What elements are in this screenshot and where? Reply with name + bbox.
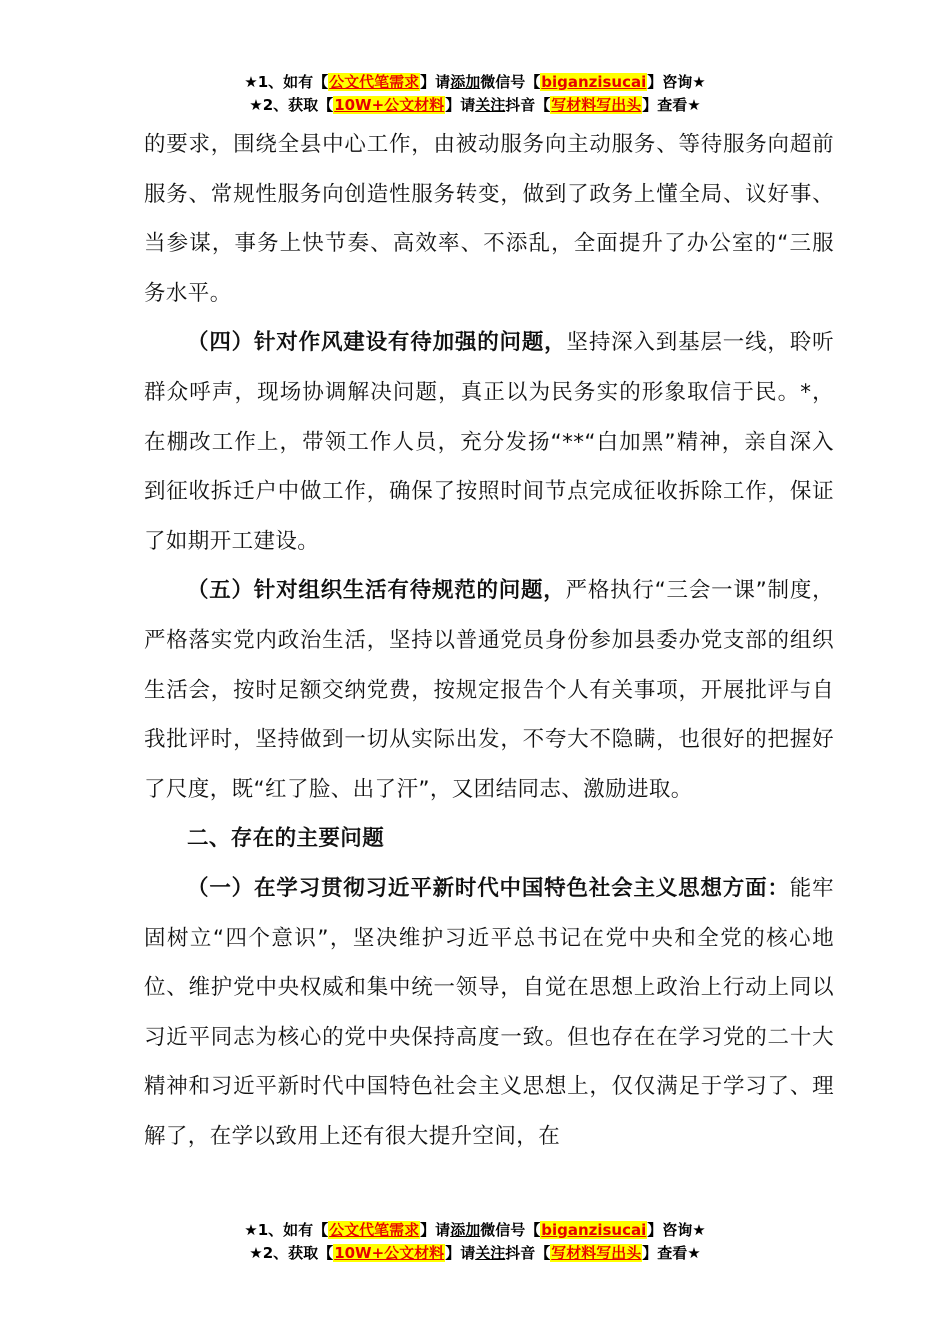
banner-text: ★2、获取【 <box>249 1244 334 1262</box>
banner-underlined: 关注 <box>475 1244 506 1262</box>
footer-banner <box>0 1219 950 1265</box>
banner-highlight: 写材料写出头 <box>551 96 642 114</box>
banner-highlight: 写材料写出头 <box>551 1244 642 1262</box>
banner-underlined: 添加 <box>450 1221 481 1239</box>
banner-text: 微信号【 <box>480 73 541 91</box>
banner-text: 抖音【 <box>505 1244 551 1262</box>
banner-text: 】咨询★ <box>647 1221 706 1239</box>
banner-text: 微信号【 <box>480 1221 541 1239</box>
banner-underlined: 添加 <box>450 73 481 91</box>
banner-line-1 <box>0 1219 950 1242</box>
banner-highlight: 公文代笔需求 <box>329 73 420 91</box>
banner-text: 抖音【 <box>505 96 551 114</box>
paragraph-text: 坚持深入到基层一线，聆听群众呼声，现场协调解决问题，真正以为民务实的形象取信于民。*，在棚改工作上，带领工作人员，充分发扬“**“白加黑”精神，亲自深入到征收拆迁户中做工作，确保了按照时间节点完成征收拆除工作，保证了如期开工建设。 <box>144 330 834 554</box>
paragraph: 的要求，围绕全县中心工作，由被动服务向主动服务、等待服务向超前服务、常规性服务向创造性服务转变，做到了政务上懂全局、议好事、当参谋，事务上快节奏、高效率、不添乱，全面提升了办公室的“三服务水平。 <box>144 132 834 306</box>
header-banner <box>0 71 950 117</box>
paragraph <box>144 318 834 566</box>
paragraph <box>144 864 834 1162</box>
banner-text: ★1、如有【 <box>244 1221 329 1239</box>
banner-text: 】请 <box>420 73 451 91</box>
banner-text: 】查看★ <box>642 1244 701 1262</box>
banner-highlight: biganzisucai <box>541 1221 647 1239</box>
paragraph-heading: （四）针对作风建设有待加强的问题， <box>187 330 567 356</box>
document-body <box>144 120 834 1161</box>
banner-text: ★2、获取【 <box>249 96 334 114</box>
banner-line-1 <box>0 71 950 94</box>
banner-text: ★1、如有【 <box>244 73 329 91</box>
banner-underlined: 关注 <box>475 96 506 114</box>
banner-highlight: 10W+公文材料 <box>334 1244 445 1262</box>
paragraph-heading: （五）针对组织生活有待规范的问题， <box>187 578 566 604</box>
banner-text: 】请 <box>445 1244 476 1262</box>
banner-highlight: 公文代笔需求 <box>329 1221 420 1239</box>
banner-text: 】请 <box>420 1221 451 1239</box>
banner-text: 】查看★ <box>642 96 701 114</box>
paragraph <box>144 566 834 814</box>
banner-highlight: 10W+公文材料 <box>334 96 445 114</box>
banner-highlight: biganzisucai <box>541 73 647 91</box>
paragraph-heading: （一）在学习贯彻习近平新时代中国特色社会主义思想方面： <box>187 875 790 901</box>
paragraph-text: 严格执行“三会一课”制度，严格落实党内政治生活，坚持以普通党员身份参加县委办党支部的组织生活会，按时足额交纳党费，按规定报告个人有关事项，开展批评与自我批评时，坚持做到一切从实际出发，不夸大不隐瞒，也很好的把握好了尺度，既“红了脸、出了汗”，又团结同志、激励进取。 <box>144 578 834 802</box>
paragraph-text: 能牢固树立“四个意识”，坚决维护习近平总书记在党中央和全党的核心地位、维护党中央权威和集中统一领导，自觉在思想上政治上行动上同以习近平同志为核心的党中央保持高度一致。但也存在在学习党的二十大精神和习近平新时代中国特色社会主义思想上，仅仅满足于学习了、理解了，在学以致用上还有很大提升空间，在 <box>144 875 834 1149</box>
section-heading: 二、存在的主要问题 <box>187 826 385 852</box>
banner-line-2 <box>0 1242 950 1265</box>
banner-text: 】咨询★ <box>647 73 706 91</box>
banner-text: 】请 <box>445 96 476 114</box>
banner-line-2 <box>0 94 950 117</box>
